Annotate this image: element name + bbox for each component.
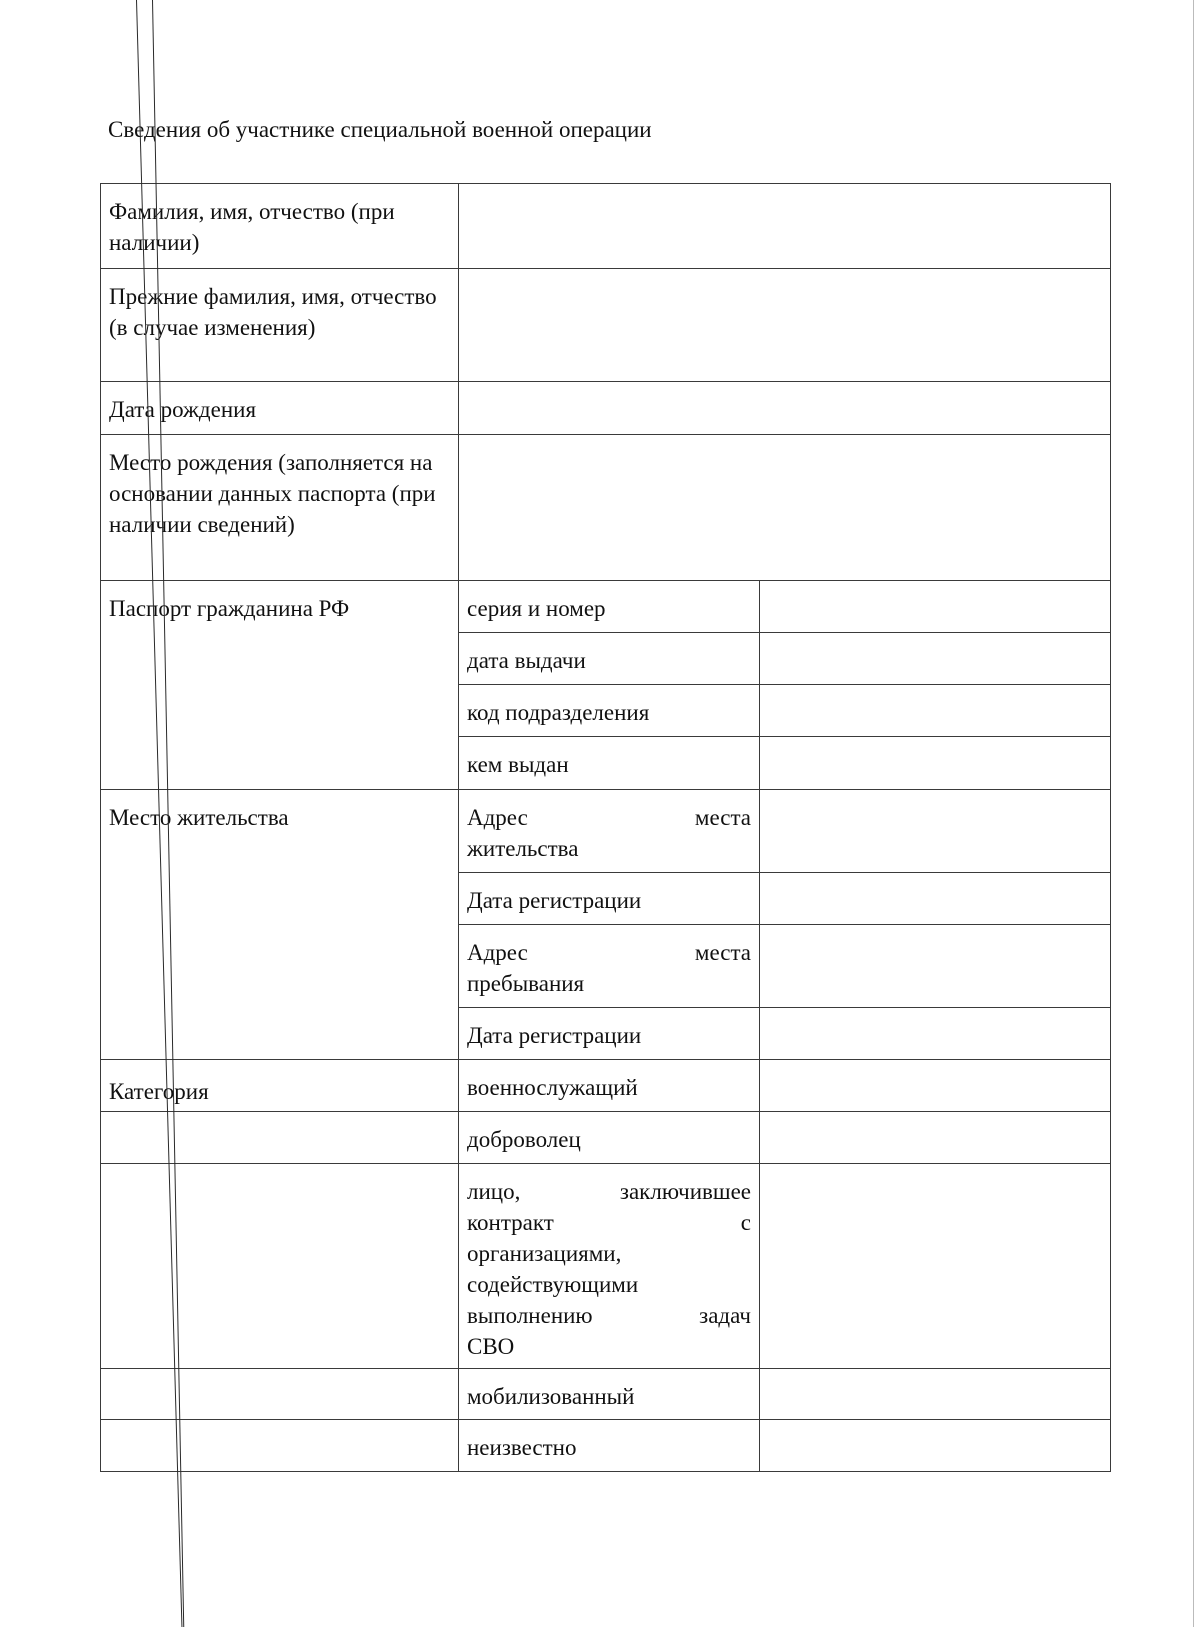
- category-contract-field[interactable]: [760, 1164, 1111, 1369]
- passport-issued-by-label: кем выдан: [459, 737, 760, 790]
- row-full-name: [101, 184, 1111, 269]
- category-contract-label: [459, 1164, 760, 1369]
- category-unknown-empty-cell: [101, 1420, 459, 1472]
- category-contract-empty-cell: [101, 1164, 459, 1369]
- row-category-volunteer: [101, 1112, 1111, 1164]
- row-residence-address: [101, 790, 1111, 873]
- passport-division-code-field[interactable]: [760, 685, 1111, 737]
- category-volunteer-empty-cell: [101, 1112, 459, 1164]
- contract-word-5: организациями,: [467, 1241, 622, 1266]
- row-previous-name: [101, 269, 1111, 382]
- category-volunteer-field[interactable]: [760, 1112, 1111, 1164]
- stay-address-word-3: пребывания: [467, 971, 585, 996]
- birth-place-value-field[interactable]: [459, 435, 1111, 581]
- row-birth-place: [101, 435, 1111, 581]
- contract-word-7: выполнению: [467, 1303, 593, 1328]
- stay-address-label: [459, 925, 760, 1008]
- birth-date-value-field[interactable]: [459, 382, 1111, 435]
- residence-registration-date-label: Дата регистрации: [459, 873, 760, 925]
- stay-registration-date-field[interactable]: [760, 1008, 1111, 1060]
- row-category-serviceman: [101, 1060, 1111, 1112]
- row-passport-series: [101, 581, 1111, 633]
- passport-label: Паспорт гражданина РФ: [101, 581, 459, 790]
- contract-word-4: с: [740, 1210, 751, 1235]
- row-category-mobilized: [101, 1369, 1111, 1420]
- category-unknown-label: неизвестно: [459, 1420, 760, 1472]
- contract-word-9: СВО: [467, 1334, 515, 1359]
- participant-info-table: [100, 183, 1111, 1472]
- passport-issue-date-field[interactable]: [760, 633, 1111, 685]
- row-category-contract: [101, 1164, 1111, 1369]
- residence-address-field[interactable]: [760, 790, 1111, 873]
- category-label: Категория: [101, 1060, 459, 1112]
- stay-address-word-1: Адрес: [467, 940, 528, 965]
- passport-division-code-label: код подразделения: [459, 685, 760, 737]
- passport-series-number-field[interactable]: [760, 581, 1111, 633]
- birth-date-label: Дата рождения: [101, 382, 459, 435]
- previous-name-value-field[interactable]: [459, 269, 1111, 382]
- stay-address-field[interactable]: [760, 925, 1111, 1008]
- passport-series-number-label: серия и номер: [459, 581, 760, 633]
- category-mobilized-empty-cell: [101, 1369, 459, 1420]
- contract-word-8: задач: [699, 1303, 751, 1328]
- stay-address-word-2: места: [694, 940, 751, 965]
- residence-address-label: [459, 790, 760, 873]
- residence-address-word-2: места: [694, 805, 751, 830]
- page-title: Сведения об участнике специальной военной операции: [108, 117, 652, 142]
- contract-word-3: контракт: [467, 1210, 554, 1235]
- residence-address-word-1: Адрес: [467, 805, 528, 830]
- residence-label: Место жительства: [101, 790, 459, 1060]
- birth-place-label: Место рождения (заполняется на основании данных паспорта (при наличии сведений): [101, 435, 459, 581]
- row-category-unknown: [101, 1420, 1111, 1472]
- category-serviceman-field[interactable]: [760, 1060, 1111, 1112]
- passport-issued-by-field[interactable]: [760, 737, 1111, 790]
- full-name-label: Фамилия, имя, отчество (при наличии): [101, 184, 459, 269]
- full-name-value-field[interactable]: [459, 184, 1111, 269]
- stay-registration-date-label: Дата регистрации: [459, 1008, 760, 1060]
- contract-word-2: заключившее: [619, 1179, 751, 1204]
- category-mobilized-field[interactable]: [760, 1369, 1111, 1420]
- category-mobilized-label: мобилизованный: [459, 1369, 760, 1420]
- category-volunteer-label: доброволец: [459, 1112, 760, 1164]
- residence-registration-date-field[interactable]: [760, 873, 1111, 925]
- scan-edge-line: [1193, 0, 1194, 1627]
- contract-word-6: содействующими: [467, 1272, 639, 1297]
- contract-word-1: лицо,: [467, 1179, 521, 1204]
- category-serviceman-label: военнослужащий: [459, 1060, 760, 1112]
- category-unknown-field[interactable]: [760, 1420, 1111, 1472]
- previous-name-label: Прежние фамилия, имя, отчество (в случае изменения): [101, 269, 459, 382]
- row-birth-date: [101, 382, 1111, 435]
- passport-issue-date-label: дата выдачи: [459, 633, 760, 685]
- residence-address-word-3: жительства: [467, 836, 579, 861]
